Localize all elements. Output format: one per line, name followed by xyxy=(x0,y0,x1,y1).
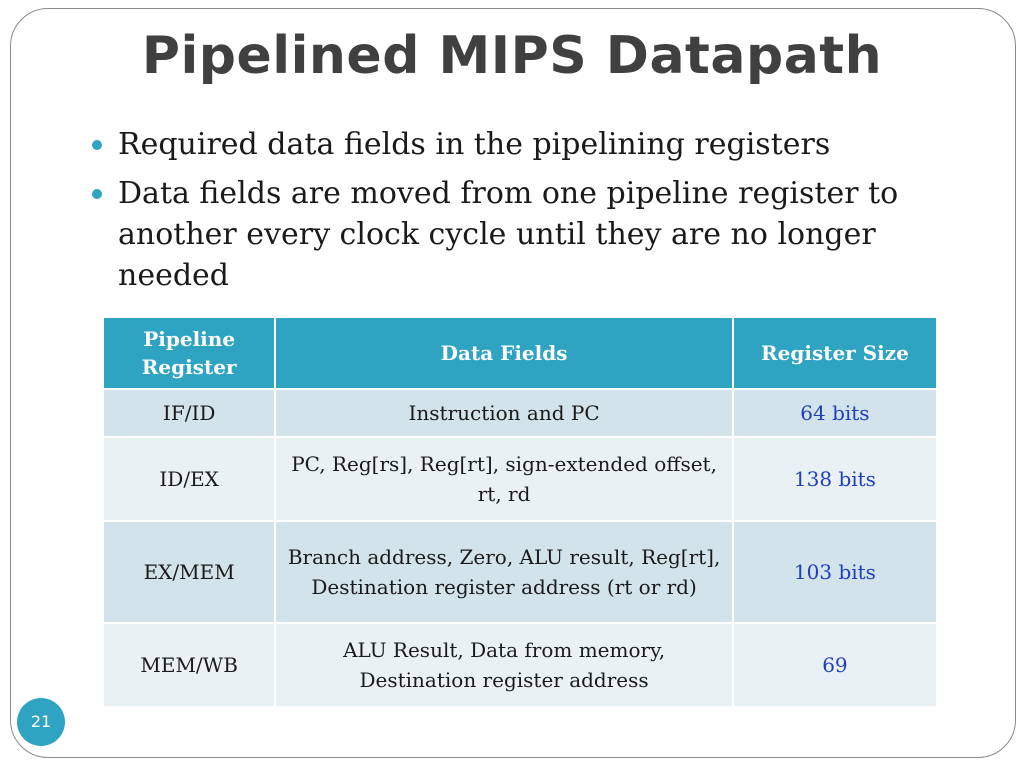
register-cell: MEM/WB xyxy=(103,623,275,707)
size-cell: 103 bits xyxy=(733,521,937,623)
fields-cell: Instruction and PC xyxy=(275,389,733,437)
size-cell: 69 xyxy=(733,623,937,707)
bullet-item xyxy=(92,124,912,165)
fields-cell: ALU Result, Data from memory, Destination register address xyxy=(275,623,733,707)
pipeline-register-table xyxy=(102,316,938,708)
table-row xyxy=(103,521,937,623)
register-cell: EX/MEM xyxy=(103,521,275,623)
page-number-badge: 21 xyxy=(17,698,65,746)
size-cell: 138 bits xyxy=(733,437,937,521)
header-pipeline-register: Pipeline Register xyxy=(103,317,275,389)
table-row xyxy=(103,623,937,707)
bullet-text: Data fields are moved from one pipeline register to another every clock cycle until they are no longer needed xyxy=(118,176,899,293)
bullet-dot-icon xyxy=(92,189,102,199)
table-row xyxy=(103,389,937,437)
bullet-dot-icon xyxy=(92,140,102,150)
table-row xyxy=(103,437,937,521)
header-data-fields: Data Fields xyxy=(275,317,733,389)
slide-title: Pipelined MIPS Datapath xyxy=(141,26,883,86)
register-cell: ID/EX xyxy=(103,437,275,521)
register-cell: IF/ID xyxy=(103,389,275,437)
header-register-size: Register Size xyxy=(733,317,937,389)
bullet-list xyxy=(92,124,912,304)
bullet-text: Required data fields in the pipelining registers xyxy=(118,127,831,162)
size-cell: 64 bits xyxy=(733,389,937,437)
fields-cell: PC, Reg[rs], Reg[rt], sign-extended offset, rt, rd xyxy=(275,437,733,521)
fields-cell: Branch address, Zero, ALU result, Reg[rt], Destination register address (rt or rd) xyxy=(275,521,733,623)
table-header-row xyxy=(103,317,937,389)
bullet-item xyxy=(92,173,912,296)
